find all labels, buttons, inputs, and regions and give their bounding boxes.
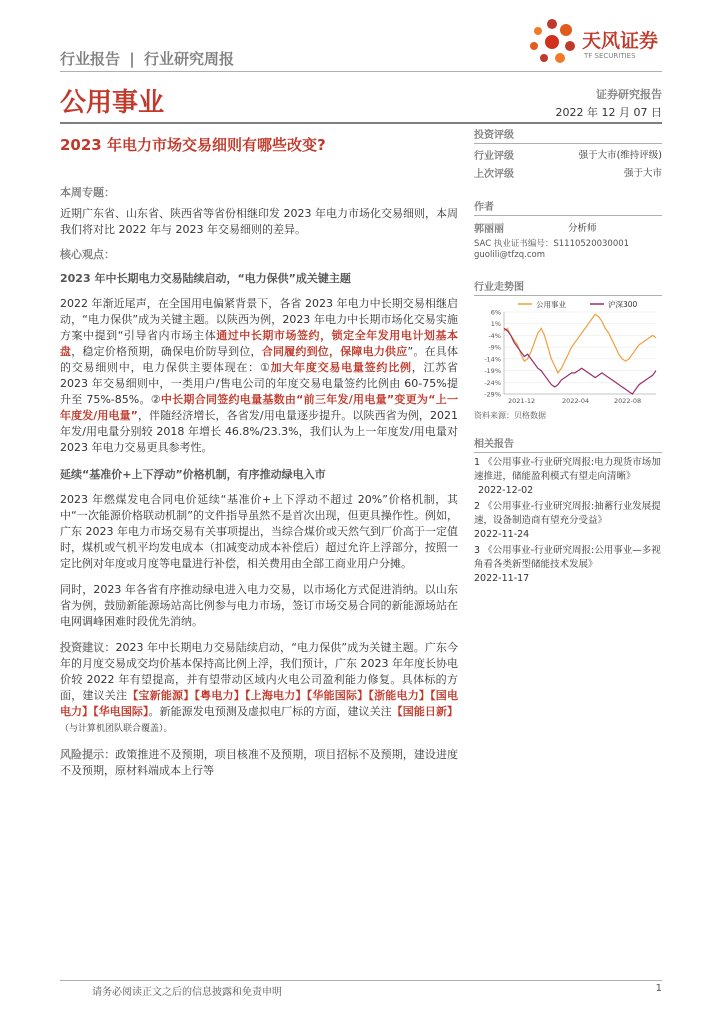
sidebar bbox=[474, 124, 662, 586]
author-name: 郭丽丽 bbox=[474, 224, 504, 235]
report-category bbox=[60, 48, 234, 69]
footer-disclaimer: 请务必阅读正文之后的信息披露和免责申明 bbox=[92, 987, 282, 998]
paragraph-3: 同时，2023 年各省有序推动绿电进入电力交易，以市场化方式促进消纳。以山东省为例，鼓励新能源场站高比例参与电力市场，签订市场交易合同的新能源场站在电网调峰困难时段优先消纳。 bbox=[60, 583, 458, 628]
author-role: 分析师 bbox=[568, 223, 597, 234]
advice-stocks: 【宝新能源】【粤电力】【上海电力】【华能国际】【浙能电力】【国电电力】【华电国际】 bbox=[60, 689, 459, 718]
x-tick-label: 2021-12 bbox=[508, 397, 536, 405]
advice-label: 投资建议： bbox=[60, 641, 116, 654]
p1-highlight-h: 中长期合同签约电量基数由“前三年发/用电量”变更为“上一年度发/用电量” bbox=[60, 393, 458, 422]
related-rule bbox=[474, 452, 662, 453]
p1-text-g: ，江苏省 2023 年交易细则中，一类用户/售电公司的年度交易电量签约比例由 60-75%提升至 75%-85%。② bbox=[60, 361, 459, 406]
related-report-1[interactable] bbox=[474, 456, 662, 498]
brand-logo bbox=[520, 16, 670, 68]
category-label: 行业报告 bbox=[60, 50, 121, 68]
brand-name: 天风证券 bbox=[582, 30, 659, 52]
y-tick-label: -29% bbox=[484, 390, 501, 399]
related-report-date: 2022-11-17 bbox=[474, 573, 530, 584]
subheading-2: 延续“基准价+上下浮动”价格机制，有序推动绿电入市 bbox=[60, 468, 326, 481]
subheading-1: 2023 年中长期电力交易陆续启动，“电力保供”成关键主题 bbox=[60, 272, 351, 285]
y-tick-label: 1% bbox=[490, 320, 501, 329]
topic-heading: 本周专题： bbox=[60, 186, 115, 199]
advice-text-a: 2023 年中长期电力交易陆续启动，“电力保供”成为关键主题。广东今年的月度交易成交均价基本保持高比例上浮，我们预计，广东 2023 年年度长协电价较 2022 年有望提高，并有望带动区域内火电公司盈利能力修复。具体标的方面，建议关注 bbox=[60, 641, 459, 702]
y-tick-label: -14% bbox=[484, 355, 501, 364]
legend-label: 公用事业 bbox=[536, 300, 566, 309]
related-report-title: 1 《公用事业-行业研究周报:电力现货市场加速推进，储能盈利模式有望走向清晰》 bbox=[474, 457, 661, 482]
subcategory-label: 行业研究周报 bbox=[143, 50, 234, 68]
brand-name-en: TF SECURITIES bbox=[584, 52, 636, 60]
report-date: 2022 年 12 月 07 日 bbox=[555, 106, 662, 119]
advice-stock-guoneng: 【国能日新】 bbox=[391, 705, 459, 718]
p1-text-i: ，伴随经济增长，各省发/用电量逐步提升。以陕西省为例，2021 年发/用电量分别较 2018 年增长 46.8%/23.3%，我们认为上一年度发/用电量对 2023 年电力交易更具参考性。 bbox=[60, 409, 458, 454]
footer-rule bbox=[60, 980, 662, 981]
chart-source: 资料来源：贝格数据 bbox=[474, 411, 546, 420]
related-report-2[interactable] bbox=[474, 500, 662, 542]
industry-rating-label: 行业评级 bbox=[474, 151, 514, 162]
industry-rating-value: 强于大市(维持评级) bbox=[578, 150, 662, 161]
risk-text: 政策推进不及预期，项目核准不及预期，项目招标不及预期，建设进度不及预期，原材料端成本上行等 bbox=[60, 748, 459, 777]
p1-text-c: ，稳定价格预期，确保电价防导到位， bbox=[71, 345, 262, 358]
investment-advice bbox=[60, 640, 458, 737]
y-tick-label: -24% bbox=[484, 378, 501, 387]
related-report-title: 3 《公用事业-行业研究周报:公用事业—多视角看各类新型储能技术发展》 bbox=[474, 545, 661, 570]
y-tick-label: 6% bbox=[490, 308, 501, 317]
y-tick-label: -9% bbox=[488, 343, 501, 352]
related-heading: 相关报告 bbox=[474, 439, 514, 450]
trend-rule bbox=[474, 295, 662, 296]
author-rule bbox=[474, 215, 662, 216]
series-line bbox=[504, 314, 656, 373]
risk-warning bbox=[60, 747, 458, 779]
x-tick-label: 2022-08 bbox=[614, 397, 642, 405]
author-sac: SAC 执业证书编号：S1110520030001 bbox=[474, 239, 630, 249]
trend-chart bbox=[474, 298, 662, 410]
previous-rating-label: 上次评级 bbox=[474, 169, 514, 180]
related-report-3[interactable] bbox=[474, 544, 662, 586]
related-list bbox=[474, 456, 662, 586]
risk-label: 风险提示： bbox=[60, 748, 116, 761]
main-body bbox=[60, 184, 458, 779]
category-separator: | bbox=[129, 50, 135, 68]
paragraph-2: 2023 年燃煤发电合同电价延续“基准价+上下浮动不超过 20%”价格机制，其中“一次能源价格联动机制”的文件指导虽然不是首次出现，但更具操作性。例如，广东 2023 年电力市场交易有关事项提出，当综合煤价或天然气到厂价高于一定值时，煤机或气机平均发电成本（扣减变动成本补偿后）超过允许上浮部分，按照一定比例对年度或月度等电量进行补偿，相关费用由全部工商业用户分摊。 bbox=[60, 493, 458, 570]
p1-highlight-b: 通过中长期市场签约，锁定全年发用电计划基本盘 bbox=[60, 329, 458, 358]
previous-rating-value: 强于大市 bbox=[623, 168, 662, 179]
core-heading: 核心观点： bbox=[60, 248, 115, 261]
rating-heading: 投资评级 bbox=[474, 130, 514, 141]
p1-text-a: 2022 年渐近尾声，在全国用电偏紧背景下，各省 2023 年电力中长期交易相继启动，“电力保供”成为关键主题。以陕西为例，2023 年电力中长期市场化交易实施方案中提到“引导省内市场主体 bbox=[60, 297, 458, 342]
paragraph-1 bbox=[60, 296, 458, 456]
advice-text-c: 。新能源发电预测及虚拟电厂标的方面，建议关注 bbox=[148, 705, 392, 718]
sector-title: 公用事业 bbox=[60, 88, 165, 118]
author-heading: 作者 bbox=[474, 202, 494, 213]
legend-label: 沪深300 bbox=[608, 300, 638, 309]
rating-rule bbox=[474, 143, 662, 144]
x-tick-label: 2022-04 bbox=[562, 397, 590, 405]
y-tick-label: -4% bbox=[488, 331, 501, 340]
advice-text-e: （与计算机团队联合覆盖）。 bbox=[60, 724, 173, 734]
p1-highlight-d: 合同履约到位，保障电力供应 bbox=[261, 345, 408, 358]
y-tick-label: -19% bbox=[484, 367, 501, 376]
related-report-date: 2022-12-02 bbox=[478, 485, 534, 496]
series-line bbox=[504, 328, 656, 394]
doc-type: 证券研究报告 bbox=[596, 88, 662, 101]
related-report-title: 2 《公用事业-行业研究周报:抽蓄行业发展提速，设备制造商有望充分受益》 bbox=[474, 501, 661, 526]
page-number: 1 bbox=[655, 983, 662, 994]
topic-text: 近期广东省、山东省、陕西省等省份相继印发 2023 年电力市场化交易细则，本周我们将对比 2022 年与 2023 年交易细则的差异。 bbox=[60, 207, 458, 236]
p1-highlight-f: 加大年度交易电量签约比例 bbox=[270, 361, 412, 374]
report-title: 2023 年电力市场交易细则有哪些改变? bbox=[60, 136, 326, 154]
p1-text-e: ”。在具体的交易细则中，电力保供主要体现在：① bbox=[60, 345, 459, 374]
trend-heading: 行业走势图 bbox=[474, 282, 524, 293]
author-email[interactable]: guolili@tfzq.com bbox=[474, 250, 545, 260]
header-rule bbox=[60, 71, 662, 72]
related-report-date: 2022-11-24 bbox=[474, 529, 530, 540]
brand-flower-icon bbox=[520, 16, 584, 68]
